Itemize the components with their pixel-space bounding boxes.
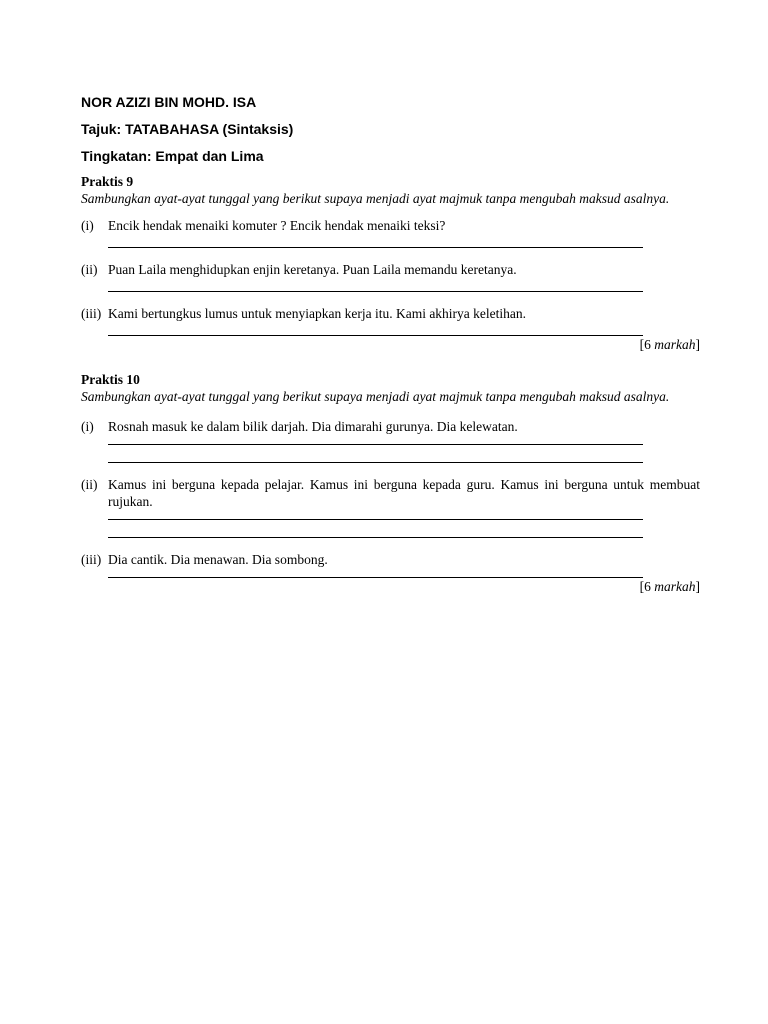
answer-line[interactable] (108, 445, 643, 463)
question-item (81, 305, 700, 322)
marks-word: markah (654, 579, 696, 594)
marks-prefix: [6 (639, 579, 655, 594)
question-item (81, 217, 700, 234)
topic-title: Tajuk: TATABAHASA (Sintaksis) (81, 121, 294, 137)
author-name: NOR AZIZI BIN MOHD. ISA (81, 94, 257, 110)
question-number: (ii) (81, 477, 98, 492)
question-text: Puan Laila menghidupkan enjin keretanya. Puan Laila memandu keretanya. (108, 262, 517, 277)
question-number: (iii) (81, 552, 102, 567)
answer-line[interactable] (108, 568, 643, 578)
marks-label (81, 336, 700, 353)
question-text: Kamus ini berguna kepada pelajar. Kamus ini berguna kepada guru. Kamus ini berguna untuk membuat rujukan. (108, 477, 700, 509)
question-number: (ii) (81, 262, 98, 277)
question-item (81, 261, 700, 278)
answer-line[interactable] (108, 278, 643, 292)
section-praktis-10 (81, 371, 700, 595)
question-text: Encik hendak menaiki komuter ? Encik hendak menaiki teksi? (108, 218, 446, 233)
marks-suffix: ] (695, 337, 700, 352)
worksheet-page (81, 93, 700, 595)
question-text: Kami bertungkus lumus untuk menyiapkan kerja itu. Kami akhirya keletihan. (108, 306, 527, 321)
section-title: Praktis 9 (81, 174, 134, 189)
section-instruction: Sambungkan ayat-ayat tunggal yang berikut supaya menjadi ayat majmuk tanpa mengubah maksud asalnya. (81, 389, 670, 404)
marks-suffix: ] (695, 579, 700, 594)
marks-prefix: [6 (639, 337, 655, 352)
answer-line[interactable] (108, 520, 643, 538)
section-praktis-9 (81, 173, 700, 353)
section-instruction: Sambungkan ayat-ayat tunggal yang berikut supaya menjadi ayat majmuk tanpa mengubah maksud asalnya. (81, 191, 670, 206)
question-text: Rosnah masuk ke dalam bilik darjah. Dia dimarahi gurunya. Dia kelewatan. (108, 419, 518, 434)
section-title: Praktis 10 (81, 372, 140, 387)
answer-line[interactable] (108, 435, 643, 445)
question-number: (iii) (81, 306, 102, 321)
marks-word: markah (654, 337, 696, 352)
question-item (81, 476, 700, 510)
question-item (81, 551, 700, 568)
question-text: Dia cantik. Dia menawan. Dia sombong. (108, 552, 328, 567)
marks-label (81, 578, 700, 595)
question-number: (i) (81, 419, 94, 434)
answer-line[interactable] (108, 510, 643, 520)
answer-line[interactable] (108, 234, 643, 248)
question-number: (i) (81, 218, 94, 233)
answer-line[interactable] (108, 322, 643, 336)
level-title: Tingkatan: Empat dan Lima (81, 148, 264, 164)
question-item (81, 418, 700, 435)
